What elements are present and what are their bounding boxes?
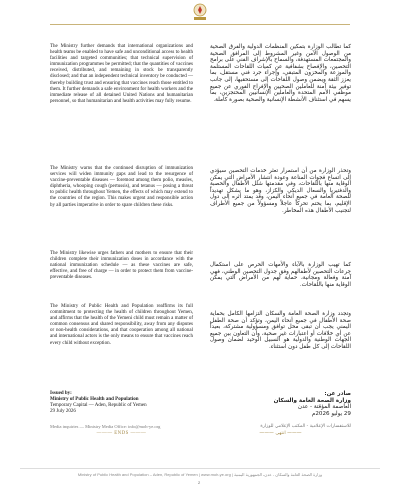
page-number: 2 — [198, 480, 201, 485]
ar-paragraph-4: وتجدد وزارة الصحة العامة والسكان التزامها الكامل بحماية صحة الأطفال في جميع أنحاء اليمن، وتؤكد أن صحة الطفل اليمني يجب أن تبقى محل توافق ومسؤولية مشتركة، بعيداً عن أي خلافات أو اعتبارات غير صحية، وأن التعاون بين جميع الجهات الوطنية والدولية هو السبيل الوحيد لضمان وصول اللقاحات إلى كل طفل دون استثناء. — [210, 311, 351, 350]
ar-paragraph-3: كما تهيب الوزارة بالآباء والأمهات الحرص على استكمال جرعات التحصين لأطفالهم وفق جدول التحصين الوطني، فهي آمنة وفعالة ومجانية، حماية لهم من الأمراض التي يمكن الوقاية منها باللقاحات. — [210, 262, 351, 288]
en-media-contact: Media inquiries — Ministry Media Office: info@moh-ye.org — [50, 424, 161, 429]
english-column-2 — [50, 166, 193, 209]
issued-by-label: Issued by: — [50, 391, 72, 396]
en-ends-marker: ——— ENDS ——— — [96, 431, 147, 436]
arabic-column-4 — [210, 311, 351, 351]
arabic-column-2 — [210, 168, 351, 214]
english-column-4 — [50, 304, 193, 347]
footer-rule — [20, 468, 380, 469]
ar-issuer-capital: العاصمة المؤقتة - عدن — [297, 404, 351, 411]
page-footer: Ministry of Public Health and Population – Aden, Republic of Yemen | www.moh-ye.org | وزارة الصحة العامة والسكان - عدن، الجمهورية اليمنية — [77, 472, 323, 477]
arabic-column-3 — [210, 262, 351, 288]
en-ends-text: ENDS — [114, 431, 129, 436]
ar-paragraph-2: وتحذر الوزارة من أن استمرار تعثر خدمات التحصين سيؤدي إلى اتساع فجوات المناعة وعودة انتشار الأمراض التي يمكن الوقاية منها باللقاحات، وفي مقدمتها شلل الأطفال والحصبة والدفتيريا والسعال الديكي والكزاز، وهو ما يشكل تهديداً للصحة العامة في جميع أنحاء اليمن، وقد يمتد أثره إلى دول الإقليم، بما يحتم تحركاً عاجلاً ومسؤولاً من جميع الأطراف لتجنيب الأطفال هذه المخاطر. — [210, 168, 351, 214]
en-paragraph-2: The Ministry warns that the continued disruption of immunization services will widen immunity gaps and lead to the resurgence of vaccine-preventable diseases — foremost among them polio, measles, diphtheria, whooping cough (pertussis), and tetanus — posing a threat to public health throughout Yemen, the effects of which may extend to the countries of the region. This makes urgent and responsible action by all parties imperative in order to spare children these risks. — [50, 166, 193, 208]
ar-issued-by-label: صادر عن: — [324, 391, 351, 397]
top-rule — [50, 24, 350, 25]
ar-ends-marker: ——— انتهى ——— — [259, 431, 302, 436]
english-column-3 — [50, 251, 193, 281]
arabic-issued-block — [210, 391, 351, 417]
ar-issuer-name: وزارة الصحة العامة والسكان — [273, 397, 351, 404]
issuer-name: Ministry of Public Health and Population — [50, 397, 139, 403]
en-paragraph-1: The Ministry further demands that international organizations and health teams be enabled to have safe and unconditional access to health facilities and targeted communities; that technical supervision of immunization programmes be permitted; that the quantities of vaccines received, distributed, and remaining in stock be transparently disclosed; and that an independent technical inventory be conducted — thereby building trust and ensuring that vaccines reach those entitled to them. It further demands a safe environment for health workers and the immediate release of all detained United Nations and humanitarian personnel, so that humanitarian and health activities may fully resume. — [50, 44, 193, 104]
en-paragraph-4: The Ministry of Public Health and Population reaffirms its full commitment to protecting the health of children throughout Yemen, and affirms that the health of the Yemeni child must remain a matter of common consensus and shared responsibility, away from any disputes or non-health considerations, and that cooperation among all national and international actors is the only means to ensure that vaccines reach every child without exception. — [50, 304, 193, 346]
issue-date: 29 July 2026 — [50, 409, 76, 415]
ar-issue-date: 29 يوليو 2026م — [311, 410, 351, 417]
ar-ends-text: انتهى — [275, 431, 286, 436]
ministry-logo — [192, 3, 208, 21]
issuer-capital: Temporary Capital — Aden, Republic of Yemen — [50, 403, 147, 409]
en-paragraph-3: The Ministry likewise urges fathers and mothers to ensure that their children complete their immunization doses in accordance with the national immunization schedule — as these vaccines are safe, effective, and free of charge — in order to protect them from vaccine-preventable diseases. — [50, 251, 193, 281]
english-column — [50, 44, 193, 105]
ar-media-contact: للاستفسارات الإعلامية - المكتب الإعلامي للوزارة — [260, 424, 351, 429]
english-issued-block — [50, 391, 193, 415]
ar-paragraph-1: كما تطالب الوزارة بتمكين المنظمات الدولية والفرق الصحية من الوصول الآمن وغير المشروط إلى المرافق الصحية والمجتمعات المستهدفة، والسماح بالإشراف الفني على برامج التحصين، والإفصاح بشفافية عن كميات اللقاحات المستلمة والموزعة والمخزون المتبقي، وإجراء جرد فني مستقل، بما يعزز الثقة ويضمن وصول اللقاحات إلى مستحقيها، إلى جانب توفير بيئة آمنة للعاملين الصحيين والإفراج الفوري عن جميع موظفي الأمم المتحدة والعاملين الإنسانيين المحتجزين، بما يسهم في استئناف الأنشطة الإنسانية والصحية بصورة كاملة. — [210, 44, 351, 103]
arabic-column — [210, 44, 351, 103]
